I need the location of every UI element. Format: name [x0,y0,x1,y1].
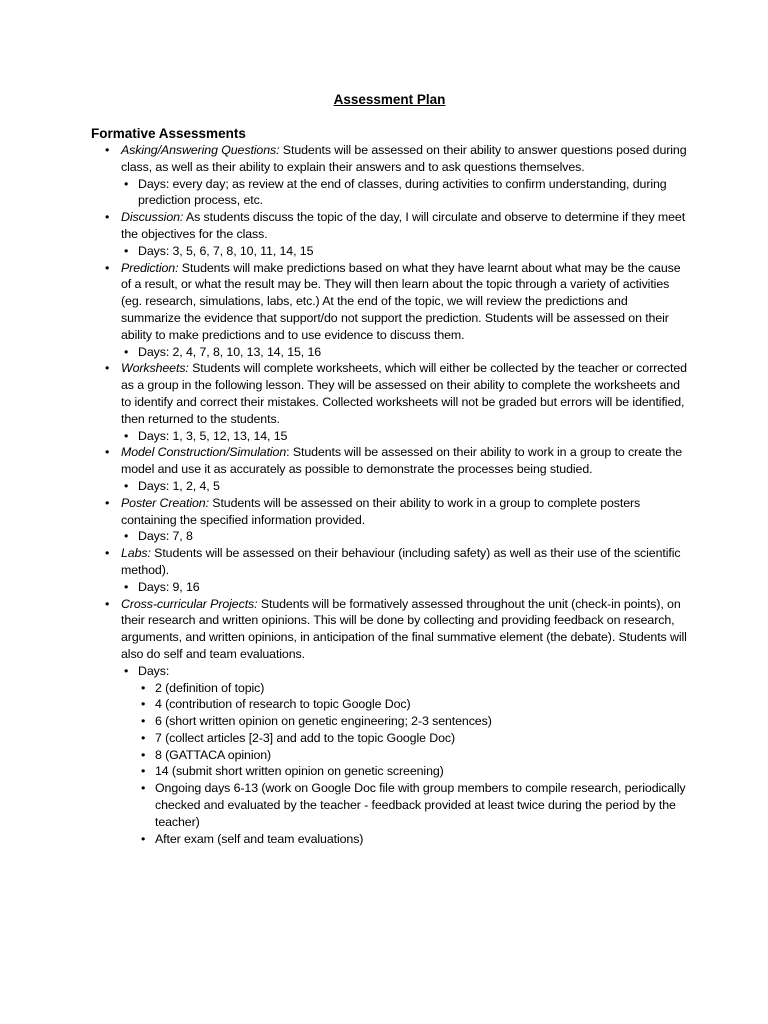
sub-days-list [138,680,688,848]
assessment-item [91,260,688,361]
sub-day-text: 8 (GATTACA opinion) [155,747,272,762]
bullet-marker: • [141,697,146,712]
days-item [124,176,688,210]
bullet-marker: • [105,361,110,376]
bullet-marker: • [105,210,110,225]
bullet-marker: • [105,260,110,275]
bullet-marker: • [105,495,110,510]
days-list [121,478,688,495]
bullet-marker: • [124,428,129,443]
assessment-term: Discussion: [121,210,184,225]
days-text: Days: 1, 3, 5, 12, 13, 14, 15 [138,428,288,443]
sub-day-item [141,763,688,780]
sub-day-item [141,680,688,697]
days-item [124,428,688,445]
days-text: Days: 1, 2, 4, 5 [138,478,220,493]
days-text: Days: every day; as review at the end of classes, during activities to confirm understanding, during prediction process, etc. [138,176,667,208]
bullet-marker: • [105,143,110,157]
bullet-marker: • [124,243,129,258]
assessment-description: Students will make predictions based on what they have learnt about what may be the cause of a result, or what the result may be. They will then learn about the topic through a variety of activities (eg. research, simulations, labs, etc.) At the end of the topic, we will review the predictions and summarize the evidence that support/do not support the prediction. Students will be assessed on their ability to make predictions and to use evidence to discuss them. [121,260,681,342]
assessment-description: Students will complete worksheets, which will either be collected by the teacher or corrected as a group in the following lesson. They will be assessed on their ability to complete the worksheets and to identify and correct their mistakes. Collected worksheets will not be graded but errors will be identified, then returned to the students. [121,361,687,426]
bullet-marker: • [124,478,129,493]
sub-day-text: 2 (definition of topic) [155,680,265,695]
days-text: Days: [138,663,170,678]
assessment-description: As students discuss the topic of the day, I will circulate and observe to determine if they meet the objectives for the class. [121,210,686,241]
sub-day-text: 4 (contribution of research to topic Google Doc) [155,697,411,712]
assessment-item [91,495,688,545]
assessment-item [91,142,688,209]
bullet-marker: • [141,831,146,846]
days-item [124,243,688,260]
sub-day-item [141,780,688,830]
bullet-marker: • [141,764,146,779]
sub-day-item [141,730,688,747]
assessment-list [91,142,688,847]
bullet-marker: • [141,730,146,745]
bullet-marker: • [141,680,146,695]
bullet-marker: • [124,579,129,594]
days-list [121,344,688,361]
assessment-term: Prediction: [121,260,179,275]
assessment-term: Cross-curricular Projects: [121,596,258,611]
days-list [121,428,688,445]
days-item [124,344,688,361]
days-list [121,663,688,848]
sub-day-text: 14 (submit short written opinion on genetic screening) [155,764,444,779]
days-item [124,478,688,495]
sub-day-text: Ongoing days 6-13 (work on Google Doc file with group members to compile research, periodically checked and evaluated by the teacher - feedback provided at least twice during the period by the teacher) [155,781,686,829]
assessment-item [91,545,688,595]
assessment-term: Model Construction/Simulation [121,445,287,460]
assessment-description: Students will be formatively assessed throughout the unit (check-in points), on their research and written opinions. This will be done by collecting and providing feedback on research, arguments, and written opinions, in anticipation of the final summative element (the debate). Students will also do self and team evaluations. [121,596,687,661]
days-text: Days: 2, 4, 7, 8, 10, 13, 14, 15, 16 [138,344,322,359]
days-item [124,528,688,545]
sub-day-item [141,696,688,713]
bullet-marker: • [105,445,110,460]
days-text: Days: 7, 8 [138,529,193,544]
days-item [124,663,688,848]
bullet-marker: • [141,714,146,729]
bullet-marker: • [124,344,129,359]
sub-day-text: After exam (self and team evaluations) [155,831,364,846]
days-item [124,579,688,596]
bullet-marker: • [141,781,146,796]
sub-day-text: 6 (short written opinion on genetic engineering; 2-3 sentences) [155,714,492,729]
assessment-item [91,360,688,444]
assessment-description: Students will be assessed on their behaviour (including safety) as well as their use of the scientific method). [121,546,681,577]
bullet-marker: • [141,747,146,762]
bullet-marker: • [124,176,129,191]
days-list [121,243,688,260]
bullet-marker: • [105,546,110,561]
bullet-marker: • [105,596,110,611]
assessment-term: Worksheets: [121,361,189,376]
assessment-item [91,596,688,848]
assessment-description: Students will be assessed on their ability to work in a group to complete posters containing the specified information provided. [121,495,641,527]
days-list [121,579,688,596]
days-list [121,176,688,210]
days-text: Days: 3, 5, 6, 7, 8, 10, 11, 14, 15 [138,243,314,258]
assessment-description: Students will be assessed on their ability to answer questions posed during class, as well as their ability to explain their answers and to ask questions themselves. [121,143,687,174]
assessment-item [91,209,688,259]
days-list [121,528,688,545]
sub-day-item [141,747,688,764]
sub-day-text: 7 (collect articles [2-3] and add to the topic Google Doc) [155,730,455,745]
days-text: Days: 9, 16 [138,579,200,594]
assessment-item [91,444,688,494]
sub-day-item [141,831,688,848]
bullet-marker: • [124,529,129,544]
assessment-term: Labs: [121,546,151,561]
sub-day-item [141,713,688,730]
assessment-description: : Students will be assessed on their ability to work in a group to create the model and use it as accurately as possible to demonstrate the processes being studied. [121,445,683,477]
section-heading-formative: Formative Assessments [91,126,246,141]
assessment-term: Poster Creation: [121,495,209,510]
bullet-marker: • [124,663,129,678]
document-title: Assessment Plan [333,92,446,107]
assessment-term: Asking/Answering Questions: [121,143,280,157]
